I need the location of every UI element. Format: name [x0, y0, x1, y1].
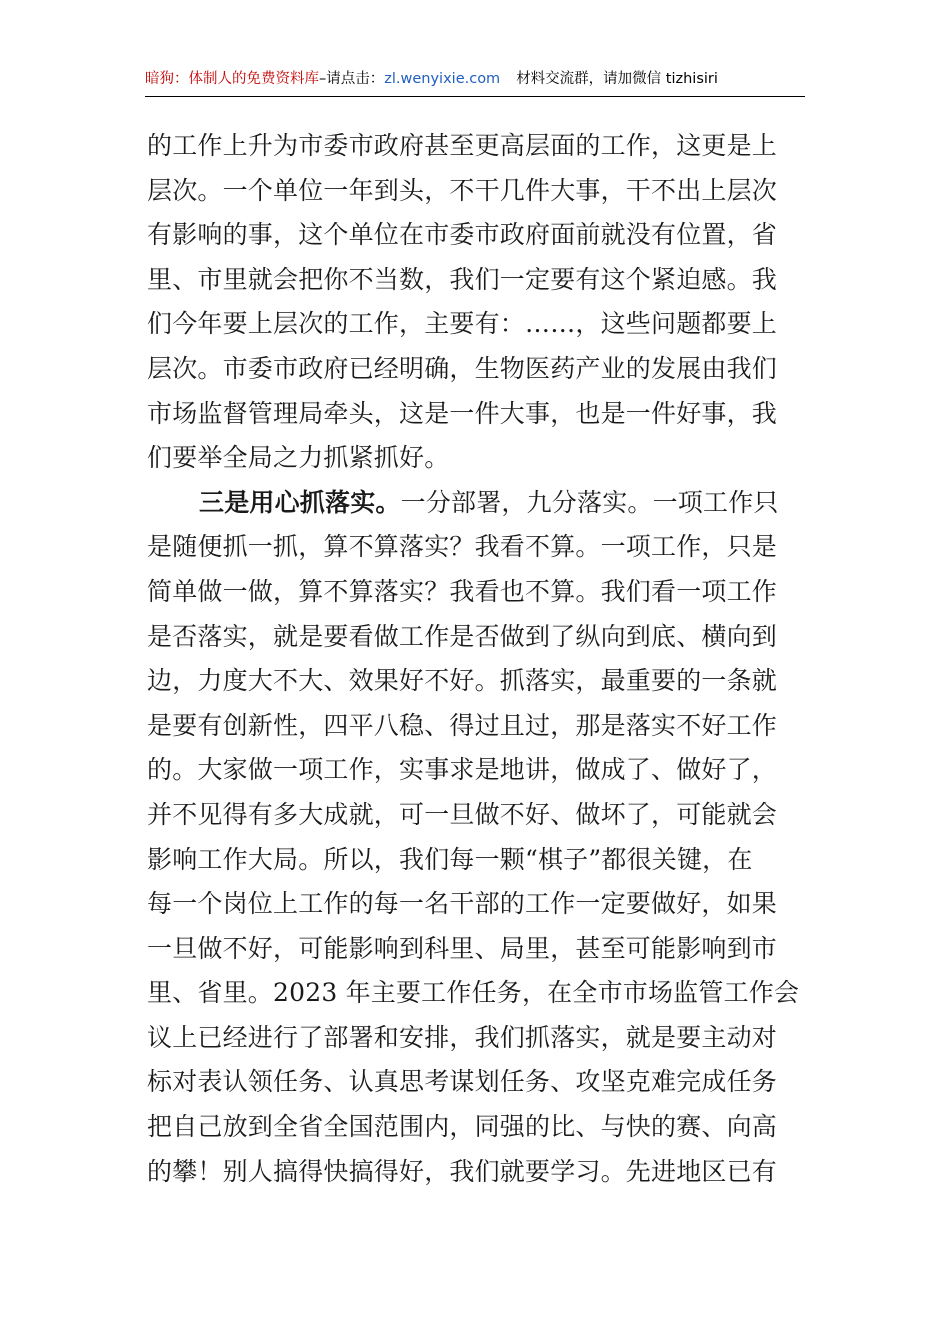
- body-line: 市场监督管理局牵头，这是一件大事，也是一件好事，我: [147, 398, 778, 428]
- body-line: 们要举全局之力抓紧抓好。: [147, 443, 450, 473]
- header-url-link[interactable]: zl.wenyixie.com: [384, 71, 501, 87]
- body-line: 里、省里。2023 年主要工作任务，在全市市场监管工作会: [147, 978, 800, 1008]
- body-line: 的工作上升为市委市政府甚至更高层面的工作，这更是上: [147, 131, 778, 160]
- section-first-line-text: 一分部署，九分落实。一项工作只: [400, 487, 779, 517]
- body-line: 一旦做不好，可能影响到科里、局里，甚至可能影响到市: [147, 933, 778, 963]
- body-line: 并不见得有多大成就，可一旦做不好、做坏了，可能就会: [147, 799, 778, 829]
- section-heading: 三是用心抓落实。: [199, 487, 401, 517]
- header-click-prompt: –请点击：: [319, 71, 385, 87]
- section-first-line: [147, 481, 807, 526]
- body-line: 里、市里就会把你不当数，我们一定要有这个紧迫感。我: [147, 264, 778, 294]
- header-wechat-info: 材料交流群，请加微信 tizhisiri: [516, 71, 718, 87]
- body-line: 把自己放到全省全国范围内，同强的比、与快的赛、向高: [147, 1112, 778, 1142]
- body-line: 是随便抓一抓，算不算落实？我看不算。一项工作，只是: [147, 532, 778, 562]
- body-line: 影响工作大局。所以，我们每一颗“棋子”都很关键，在: [147, 844, 753, 874]
- body-line: 的攀！别人搞得快搞得好，我们就要学习。先进地区已有: [147, 1156, 778, 1186]
- body-line: 的。大家做一项工作，实事求是地讲，做成了、做好了，: [147, 755, 778, 785]
- body-line: 标对表认领任务、认真思考谋划任务、攻坚克难完成任务: [147, 1067, 778, 1097]
- body-line: 是否落实，就是要看做工作是否做到了纵向到底、横向到: [147, 621, 778, 651]
- header-site-name: 暗狗：体制人的免费资料库: [145, 71, 319, 87]
- body-line: 边，力度大不大、效果好不好。抓落实，最重要的一条就: [147, 666, 778, 696]
- body-line: 每一个岗位上工作的每一名干部的工作一定要做好，如果: [147, 889, 778, 919]
- page-header: [145, 68, 805, 97]
- body-line: 简单做一做，算不算落实？我看也不算。我们看一项工作: [147, 576, 778, 606]
- body-line: 有影响的事，这个单位在市委市政府面前就没有位置，省: [147, 220, 778, 250]
- document-body: [147, 124, 807, 1194]
- body-line: 们今年要上层次的工作，主要有：……，这些问题都要上: [147, 309, 778, 339]
- body-line: 议上已经进行了部署和安排，我们抓落实，就是要主动对: [147, 1022, 778, 1052]
- body-line: 层次。市委市政府已经明确，生物医药产业的发展由我们: [147, 353, 778, 383]
- body-line: 层次。一个单位一年到头，不干几件大事，干不出上层次: [147, 175, 778, 205]
- body-line: 是要有创新性，四平八稳、得过且过，那是落实不好工作: [147, 710, 778, 740]
